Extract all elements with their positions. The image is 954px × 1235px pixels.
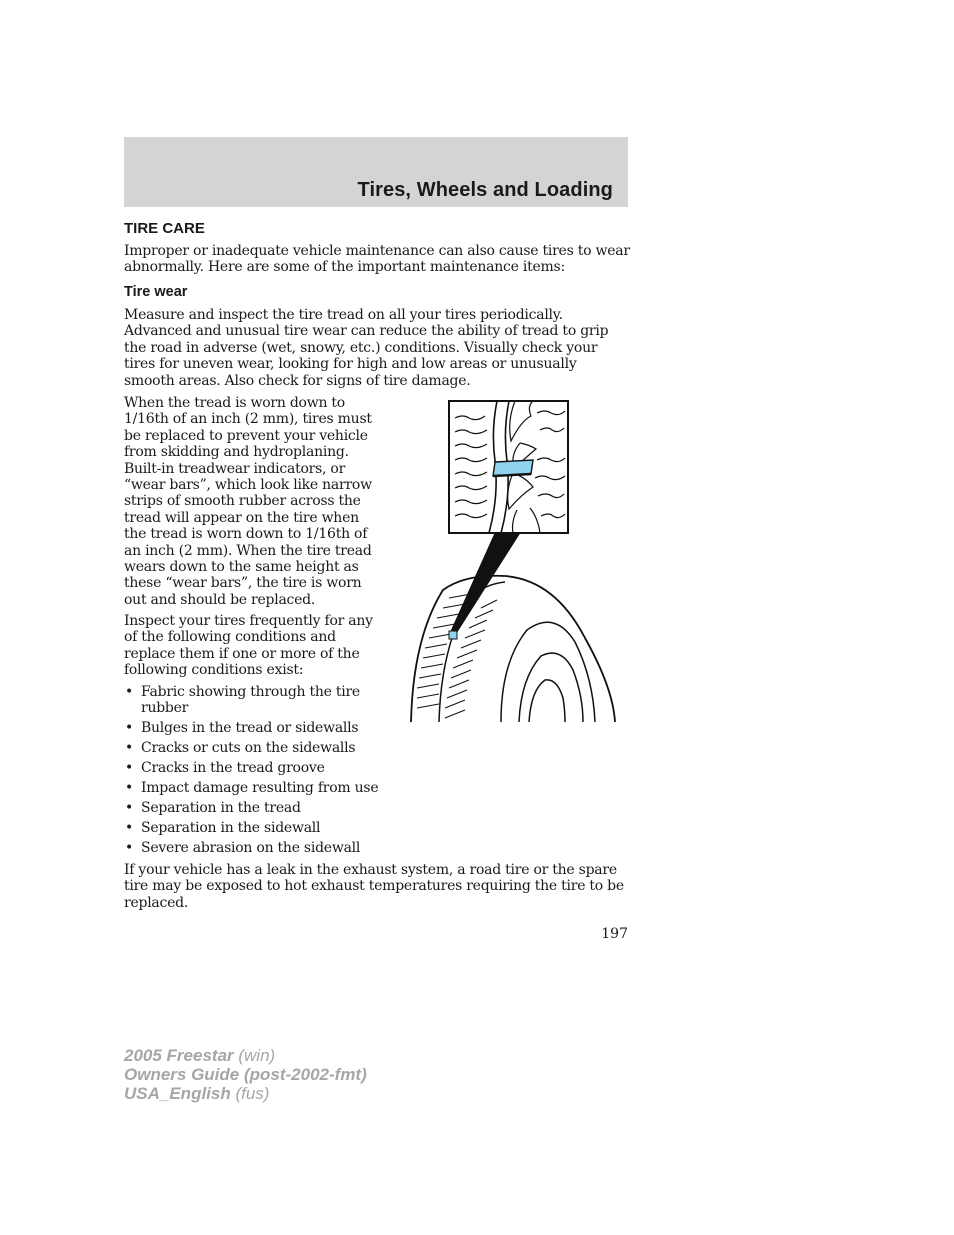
tire-wear-bar-illustration [405,398,620,728]
conditions-list [124,684,378,860]
list-item: • Bulges in the tread or sidewalls [125,720,359,737]
footer-model-code: (win) [233,1046,276,1065]
footer-language: USA_English [124,1084,231,1103]
list-item: • Impact damage resulting from use [125,780,379,797]
section-title: TIRE CARE [124,220,205,237]
tire-wear-paragraph: Measure and inspect the tire tread on all your tires periodically. Advanced and unusual tire wear can reduce the ability of tread to grip the road in adverse (wet, snowy, etc.) conditions. Visually check your tires for uneven wear, looking for high and low areas or unusually smooth areas. Also check for signs of tire damage. [124,307,609,389]
list-item: • Cracks in the tread groove [125,760,325,777]
footer-language-code: (fus) [230,1084,270,1103]
list-item: • Severe abrasion on the sidewall [125,839,361,856]
header-band [124,137,628,207]
list-item: • Cracks or cuts on the sidewalls [125,740,356,757]
wear-bars-paragraph: When the tread is worn down to 1/16th of an inch (2 mm), tires must be replaced to prevent your vehicle from skidding and hydroplaning. Built-in treadwear indicators, or “wear bars”, which look like narrow strips of smooth rubber across the tread will appear on the tire when the tread is worn down to 1/16th of an inch (2 mm). When the tire tread wears down to the same height as these “wear bars”, the tire is worn out and should be replaced. [124,395,372,608]
exhaust-paragraph: If your vehicle has a leak in the exhaust system, a road tire or the spare tire may be exposed to hot exhaust temperatures requiring the tire to be replaced. [124,862,624,911]
page-number: 197 [601,926,628,942]
intro-paragraph: Improper or inadequate vehicle maintenance can also cause tires to wear abnormally. Here are some of the important maintenance items: [124,243,630,276]
document-footer [124,1046,367,1103]
tire-icon [411,576,615,722]
inspect-paragraph: Inspect your tires frequently for any of the following conditions and replace them if one or more of the following conditions exist: [124,613,373,679]
tread-closeup-icon [449,401,568,533]
list-item: • Separation in the tread [125,799,301,816]
chapter-title: Tires, Wheels and Loading [357,179,613,201]
list-item: • Separation in the sidewall [125,819,321,836]
subsection-title: Tire wear [124,284,188,300]
footer-guide: Owners Guide (post-2002-fmt) [124,1065,367,1084]
footer-model: 2005 Freestar [124,1046,234,1065]
list-item: • Fabric showing through the tire rubber [125,684,360,717]
